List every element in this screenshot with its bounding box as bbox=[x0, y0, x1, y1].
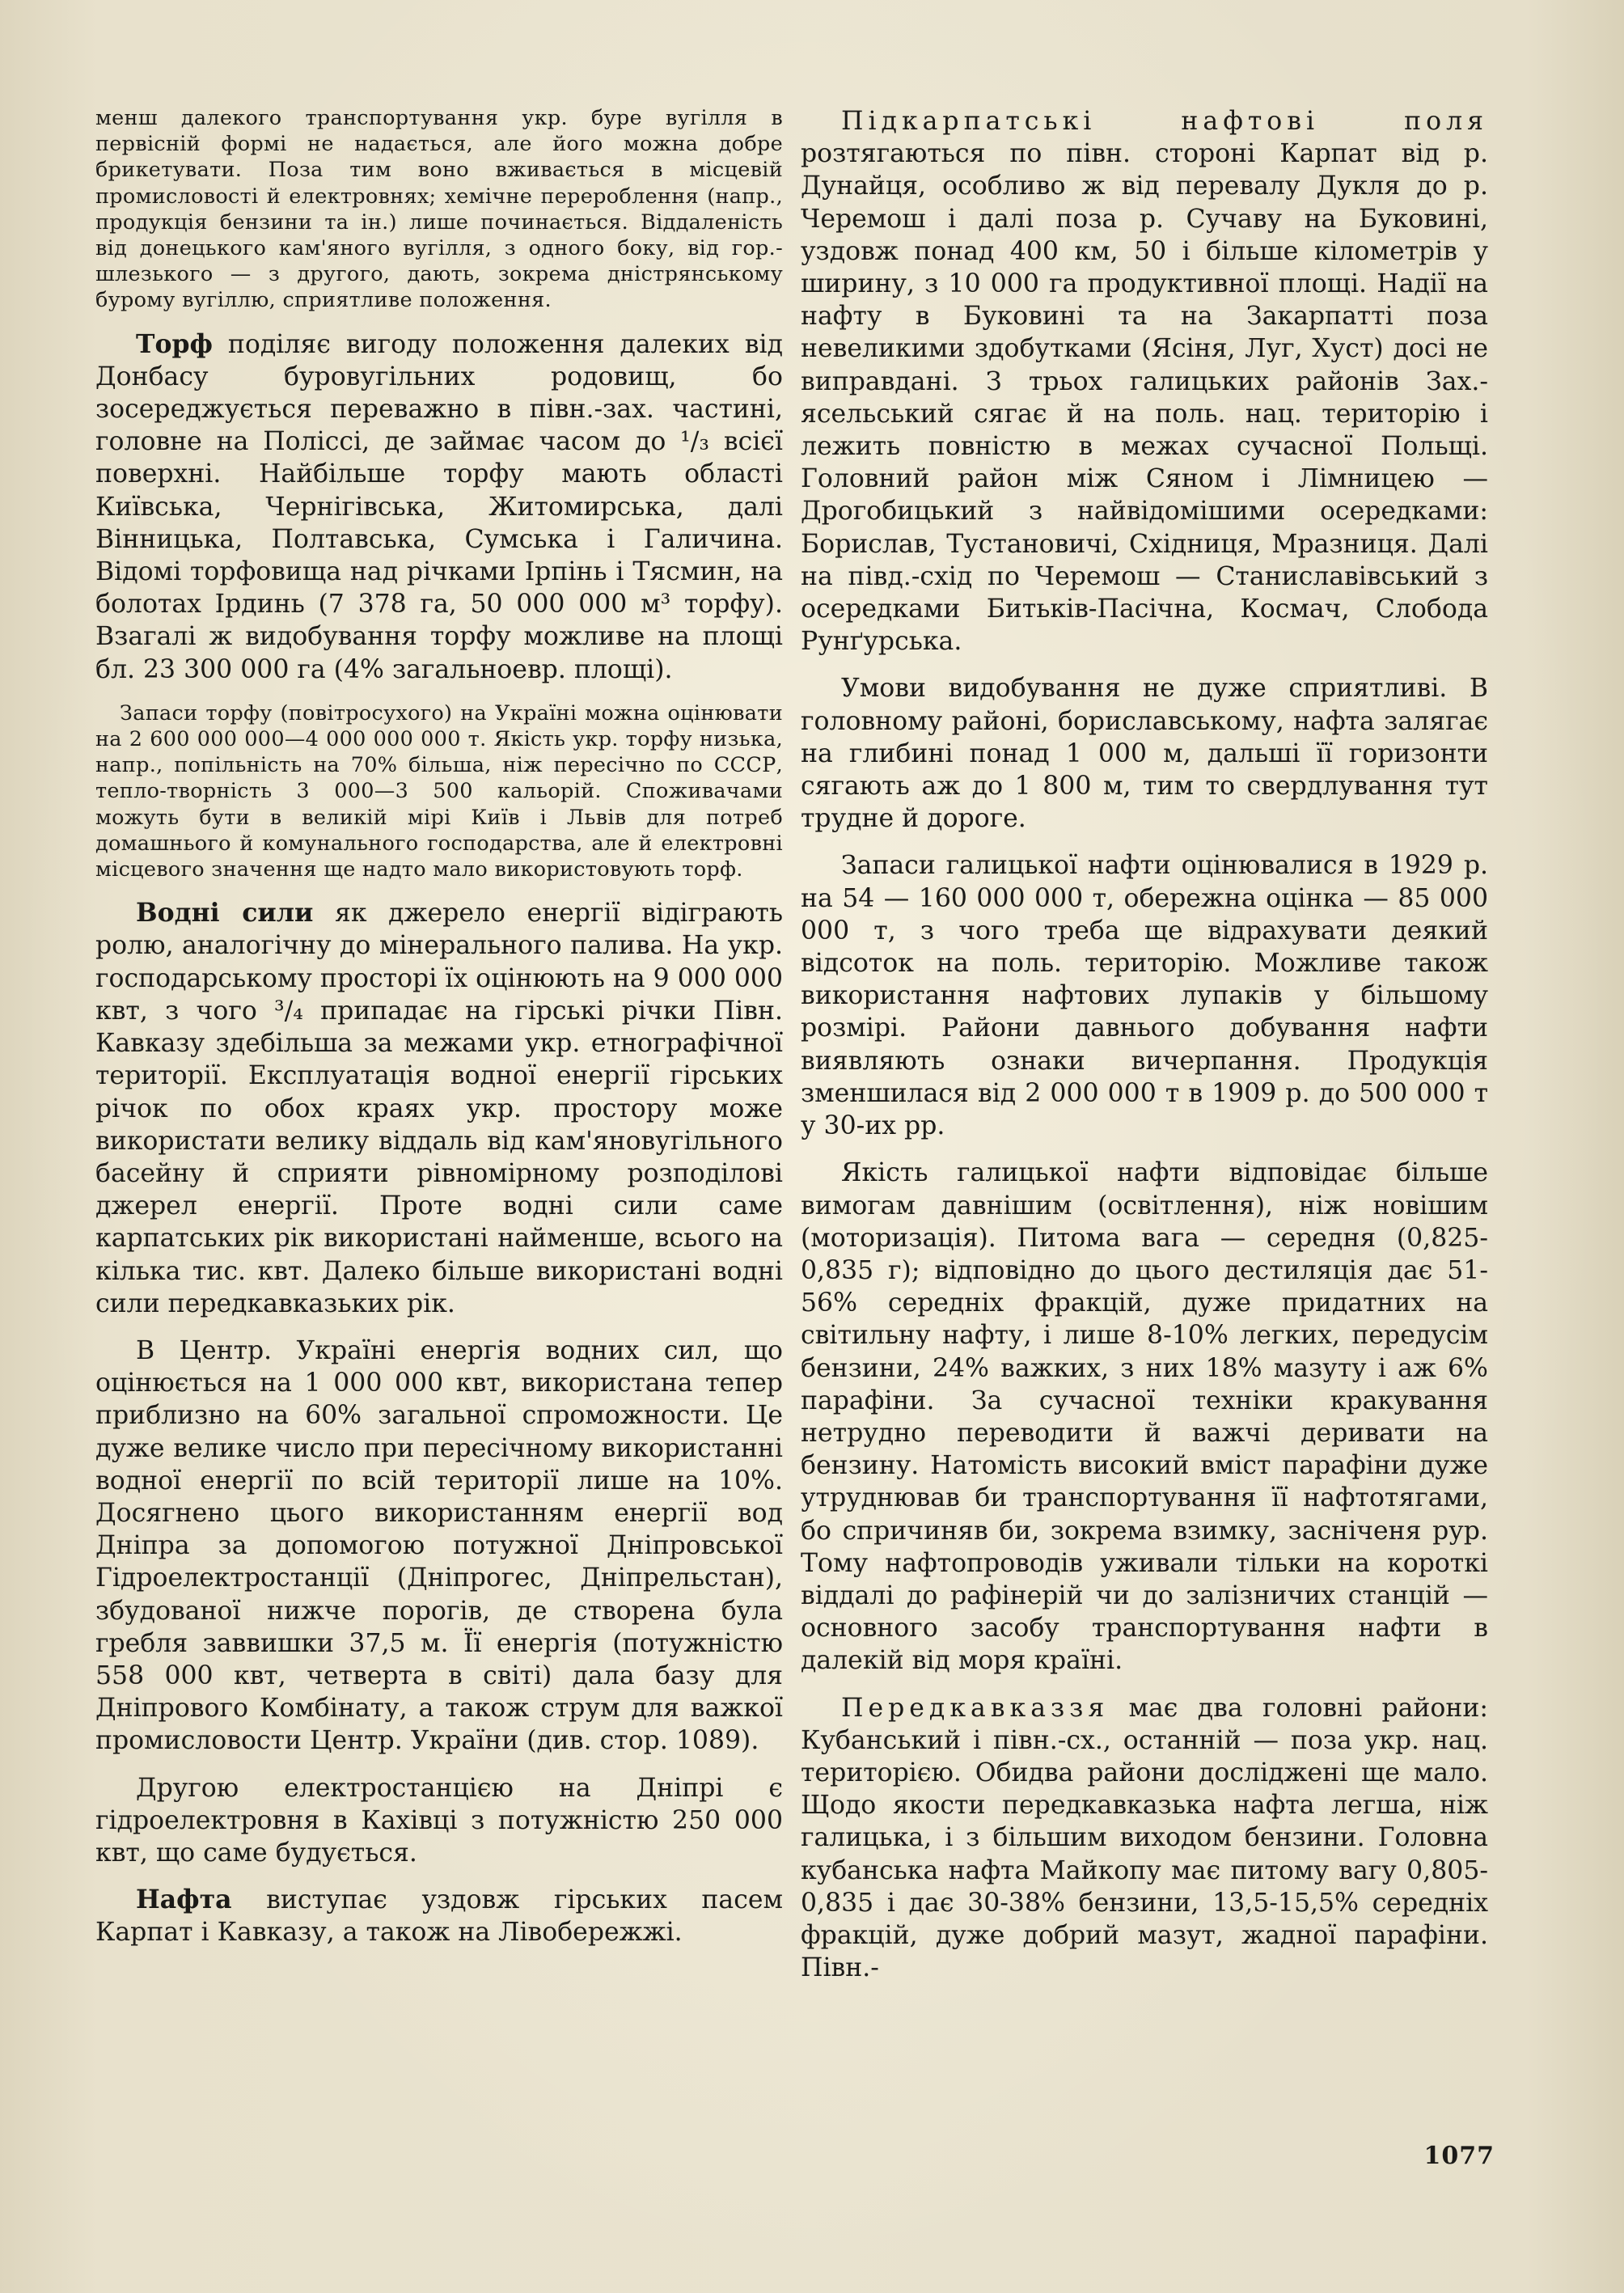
paragraph-oil bbox=[95, 1884, 783, 1948]
paragraph-ciscaucasia-text: має два головні райони: Кубанський і півн.-сх., останній — поза укр. нац. територією. Обидва райони досліджені ще мало. Щодо якости передкавказька нафта легша, ніж галицька, і з більшим виходом бензини. Головна кубанська нафта Майкопу має питому вагу 0,805-0,835 і дає 30-38% бензини, 13,5-15,5% середніх фракцій, дуже добрий мазут, жадної парафіни. Півн.- bbox=[801, 1693, 1488, 1983]
heading-peat: Торф bbox=[136, 328, 213, 359]
paragraph-water-power-text: як джерело енергії відіграють ролю, аналогічну до мінерального палива. На укр. господарському просторі їх оцінюють на 9 000 000 квт, з чого ³/₄ припадає на гірські річки Півн. Кавказу здебільша за межами укр. етнографічної території. Експлуатація водної енергії гірських річок по обох краях укр. простору може використати велику віддаль від кам'яновугільного басейну й сприяти рівномірному розподілові джерел енергії. Проте водні сили саме карпатських рік використані найменше, всього на кілька тис. квт. Далеко більше використані водні сили передкавказьких рік. bbox=[95, 899, 783, 1318]
right-column bbox=[801, 105, 1488, 2192]
heading-water-power: Водні сили bbox=[136, 898, 314, 929]
paragraph-peat bbox=[95, 328, 783, 686]
paragraph-ciscaucasia bbox=[801, 1692, 1488, 1985]
heading-ciscaucasia: Передкавказзя bbox=[841, 1693, 1110, 1723]
paragraph-subcarpathian-oil bbox=[801, 105, 1488, 658]
left-column bbox=[95, 105, 783, 2192]
paragraph-extraction-conditions: Умови видобування не дуже сприятливі. В головному районі, бориславському, нафта залягає на глибині понад 1 000 м, дальші її горизонти сягають аж до 1 800 м, тим то свердлування тут трудне й дороге. bbox=[801, 674, 1488, 834]
paragraph-central-ukraine: В Центр. Україні енергія водних сил, що оцінюється на 1 000 000 квт, використана тепер приблизно на 60% загальної спроможности. Це дуже велике число при пересічному використанні водної енергії по всій території лише на 10%. Досягнено цього використанням енергії вод Дніпра за допомогою потужної Дніпровської Гідроелектростанції (Дніпрогес, Дніпрельстан), збудованої нижче порогів, де створена була гребля заввишки 37,5 м. Її енергія (потужністю 558 000 квт, четверта в світі) дала базу для Дніпрового Комбінату, а також струм для важкої промисловости Центр. України (див. стор. 1089). bbox=[95, 1335, 783, 1756]
heading-subcarpathian-oil: Підкарпатські нафтові поля bbox=[841, 107, 1488, 136]
paragraph-water-power bbox=[95, 897, 783, 1320]
paragraph-peat-text: поділяє вигоду положення далеких від Донбасу буровугільних родовищ, бо зосереджується переважно в півн.-зах. частині, головне на Поліссі, де займає часом до ¹/₃ всієї поверхні. Найбільше торфу мають області Київська, Чернігівська, Житомирська, далі Вінницька, Полтавська, Сумська і Галичина. Відомі торфовища над річками Ірпінь і Тясмин, на болотах Ірдинь (7 378 га, 50 000 000 м³ торфу). Взагалі ж видобування торфу можливе на площі бл. 23 300 000 га (4% загальноевр. площі). bbox=[95, 329, 783, 684]
heading-oil: Нафта bbox=[136, 1885, 232, 1915]
paragraph-subcarpathian-oil-text: розтягаються по півн. стороні Карпат від р. Дунайця, особливо ж від перевалу Дукля до р. Черемош і далі поза р. Сучаву на Буковині, уздовж понад 400 км, 50 і більше кілометрів у ширину, з 10 000 га продуктивної площі. Надії на нафту в Буковині та на Закарпатті поза невеликими здобутками (Ясіня, Луг, Хуст) досі не виправдані. З трьох галицьких районів Зах.-ясельський сягає й на поль. нац. територію і лежить повністю в межах сучасної Польщі. Головний район між Сяном і Лімницею — Дрогобицький з найвідомішими осередками: Борислав, Тустановичі, Східниця, Мразниця. Далі на півд.-схід по Черемош — Станиславівський з осередками Битьків-Пасічна, Космач, Слобода Рунґурська. bbox=[801, 139, 1488, 657]
paragraph-oil-text: виступає уздовж гірських пасем Карпат і Кавказу, а також на Лівобережжі. bbox=[95, 1885, 783, 1948]
paragraph-brown-coal: менш далекого транспортування укр. буре вугілля в первісній формі не надається, але його можна добре брикетувати. Поза тим воно вживається в місцевій промисловості й електровнях; хемічне перероблення (напр., продукція бензини та ін.) лише починається. Віддаленість від донецького кам'яного вугілля, з одного боку, від гор.-шлезького — з другого, дають, зокрема дністрянському бурому вугіллю, сприятливе положення. bbox=[95, 106, 783, 313]
paragraph-kakhovka: Другою електростанцією на Дніпрі є гідроелектровня в Кахівці з потужністю 250 000 квт, що саме будується. bbox=[95, 1773, 783, 1868]
paragraph-galician-quality: Якість галицької нафти відповідає більше вимогам давнішим (освітлення), ніж новішим (моторизація). Питома вага — середня (0,825-0,835 г); відповідно до цього дестиляція дає 51-56% середніх фракцій, дуже придатних на світильну нафту, і лише 8-10% легких, передусім бензини, 24% важких, з них 18% мазуту і аж 6% парафіни. За сучасної техніки кракування нетрудно переводити й важчі деривати на бензину. Натомість високий вміст парафіни дуже утруднював би транспортування її нафтотягами, бо спричиняв би, зокрема взимку, засніченя рур. Тому нафтопроводів уживали тільки на короткі віддалі до рафінерій чи до залізничих станцій — основного засобу транспортування нафти в далекій від моря країні. bbox=[801, 1158, 1488, 1676]
paragraph-peat-reserves: Запаси торфу (повітросухого) на Україні можна оцінювати на 2 600 000 000—4 000 000 000 т. Якість укр. торфу низька, напр., попільність на 70% більша, ніж пересічно по СССР, тепло-творність 3 000—3 500 кальорій. Споживачами можуть бути в великій мірі Київ і Львів для потреб домашнього й комунального господарства, але й електровні місцевого значення ще надто мало використовують торф. bbox=[95, 700, 783, 882]
paragraph-galician-reserves: Запаси галицької нафти оцінювалися в 1929 р. на 54 — 160 000 000 т, обережна оцінка — 85 000 000 т, з чого треба ще відрахувати деякий відсоток на поль. територію. Можливе також використання нафтових лупаків у більшому розмірі. Райони давнього добування нафти виявляють ознаки вичерпання. Продукція зменшилася від 2 000 000 т в 1909 р. до 500 000 т у 30-их рр. bbox=[801, 851, 1488, 1141]
page-number: 1077 bbox=[1423, 2142, 1495, 2170]
